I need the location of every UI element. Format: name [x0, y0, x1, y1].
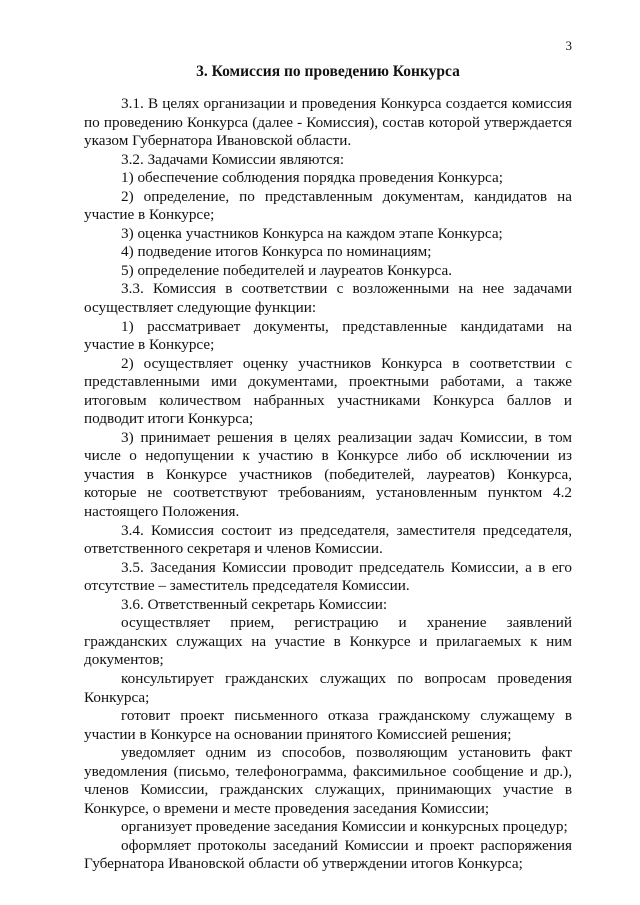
- paragraph-3-2: 3.2. Задачами Комиссии являются:: [121, 150, 345, 168]
- list-item-function-3: 3) принимает решения в целях реализации задач Комиссии, в том числе о недопущении к участию в Конкурсе либо об исключении из участия в Конкурсе участников (победителей, лауреатов) Конкурса, которые не соответствуют требованиям, установленным пунктом 4.2 настоящего Положения.: [84, 428, 572, 521]
- paragraph-3-1: 3.1. В целях организации и проведения Конкурса создается комиссия по проведению Конкурса (далее - Комиссия), состав которой утверждается указом Губернатора Ивановской области.: [84, 95, 572, 150]
- secretary-duty-3: готовит проект письменного отказа гражданскому служащему в участии в Конкурсе на основании принятого Комиссией решения;: [84, 707, 572, 743]
- secretary-duty-6: оформляет протоколы заседаний Комиссии и проект распоряжения Губернатора Ивановской области об утверждении итогов Конкурса;: [84, 836, 572, 873]
- secretary-duty-1: осуществляет прием, регистрацию и хранение заявлений гражданских служащих на участие в Конкурсе и прилагаемых к ним документов;: [84, 614, 572, 669]
- paragraph-3-3: 3.3. Комиссия в соответствии с возложенными на нее задачами осуществляет следующие функции:: [84, 280, 572, 317]
- list-item-task-3: 3) оценка участников Конкурса на каждом этапе Конкурса;: [121, 224, 503, 242]
- page-number: 3: [565, 38, 572, 53]
- secretary-duty-4: уведомляет одним из способов, позволяющим установить факт уведомления (письмо, телефонограмма, факсимильное сообщение и др.), членов Комиссии, гражданских служащих, принимающих участие в Конкурсе, о времени и месте проведения заседания Комиссии;: [84, 744, 572, 817]
- paragraph-3-5: 3.5. Заседания Комиссии проводит председатель Комиссии, а в его отсутствие – заместитель председателя Комиссии.: [84, 558, 572, 595]
- list-item-function-2: 2) осуществляет оценку участников Конкурса в соответствии с представленными ими документами, проектными работами, а также итоговым количеством набранных участниками Конкурса баллов и подводит итоги Конкурса;: [84, 354, 572, 428]
- list-item-task-2: 2) определение, по представленным документам, кандидатов на участие в Конкурсе;: [84, 187, 572, 224]
- secretary-duty-5: организует проведение заседания Комиссии и конкурсных процедур;: [121, 818, 568, 836]
- section-title: 3. Комиссия по проведению Конкурса: [196, 63, 460, 80]
- paragraph-3-6: 3.6. Ответственный секретарь Комиссии:: [121, 595, 388, 613]
- list-item-task-4: 4) подведение итогов Конкурса по номинациям;: [121, 243, 432, 261]
- list-item-function-1: 1) рассматривает документы, представленные кандидатами на участие в Конкурсе;: [84, 317, 572, 354]
- document-body: [84, 95, 572, 874]
- secretary-duty-2: консультирует гражданских служащих по вопросам проведения Конкурса;: [84, 669, 572, 706]
- paragraph-3-4: 3.4. Комиссия состоит из председателя, заместителя председателя, ответственного секретаря и членов Комиссии.: [84, 521, 572, 558]
- list-item-task-1: 1) обеспечение соблюдения порядка проведения Конкурса;: [121, 169, 503, 187]
- list-item-task-5: 5) определение победителей и лауреатов Конкурса.: [121, 261, 452, 279]
